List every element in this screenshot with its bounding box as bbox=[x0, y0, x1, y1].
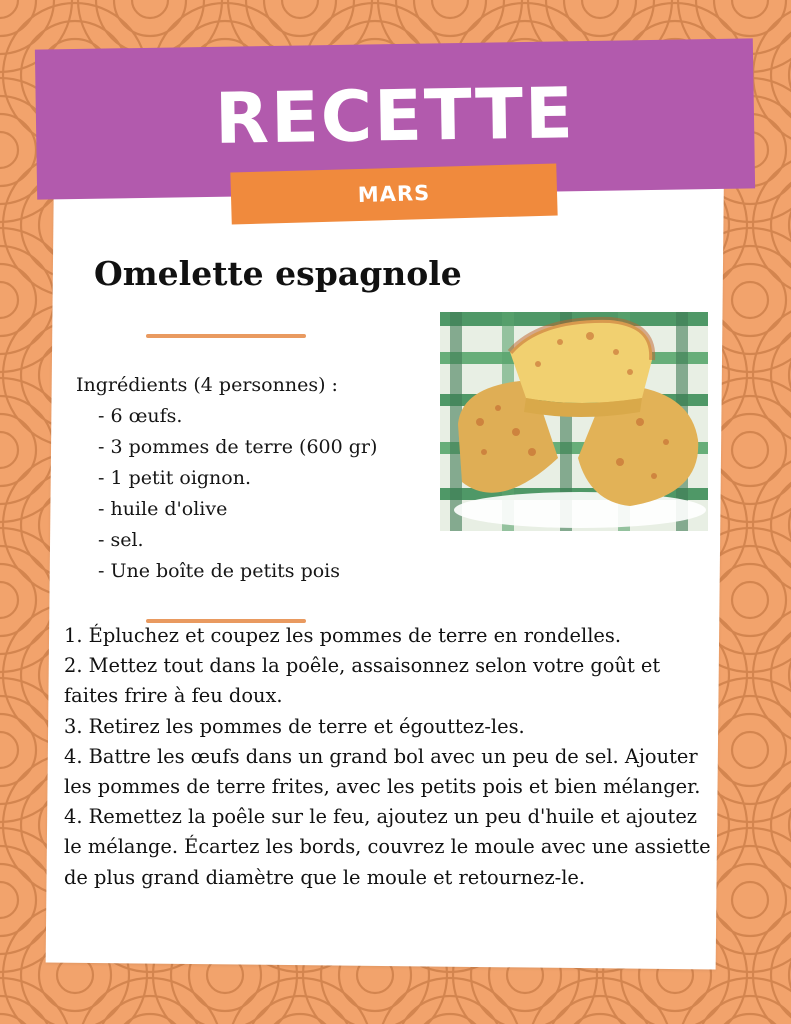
ingredient-item: - huile d'olive bbox=[98, 498, 228, 520]
ingredient-list bbox=[76, 401, 436, 587]
step-item: 4. Battre les œufs dans un grand bol avec un peu de sel. Ajouter les pommes de terre frites, avec les petits pois et bien mélanger. bbox=[64, 744, 701, 799]
spanish-omelette-photo bbox=[440, 312, 708, 531]
recipe-title: Omelette espagnole bbox=[94, 254, 462, 293]
ingredient-item: - 1 petit oignon. bbox=[98, 467, 252, 489]
step-item: 1. Épluchez et coupez les pommes de terre en rondelles. bbox=[64, 624, 622, 647]
divider-top bbox=[146, 334, 306, 338]
month-label: MARS bbox=[357, 180, 431, 208]
header-title: RECETTE bbox=[214, 72, 576, 160]
step-item: 3. Retirez les pommes de terre et égouttez-les. bbox=[64, 714, 525, 738]
step-item: 4. Remettez la poêle sur le feu, ajoutez un peu d'huile et ajoutez le mélange. Écartez les bords, couvrez le moule avec une assiette de plus grand diamètre que le moule et retournez-le. bbox=[64, 805, 711, 889]
step-item: 2. Mettez tout dans la poêle, assaisonnez selon votre goût et faites frire à feu doux. bbox=[64, 654, 661, 708]
ingredient-item: - 6 œufs. bbox=[98, 405, 183, 427]
ingredient-item: - 3 pommes de terre (600 gr) bbox=[98, 436, 378, 458]
ingredients-section bbox=[76, 370, 436, 587]
month-ribbon bbox=[230, 163, 557, 224]
steps-section bbox=[64, 621, 712, 893]
ingredient-item: - sel. bbox=[98, 529, 144, 551]
ingredients-heading: Ingrédients (4 personnes) : bbox=[76, 374, 338, 396]
ingredient-item: - Une boîte de petits pois bbox=[98, 560, 341, 582]
